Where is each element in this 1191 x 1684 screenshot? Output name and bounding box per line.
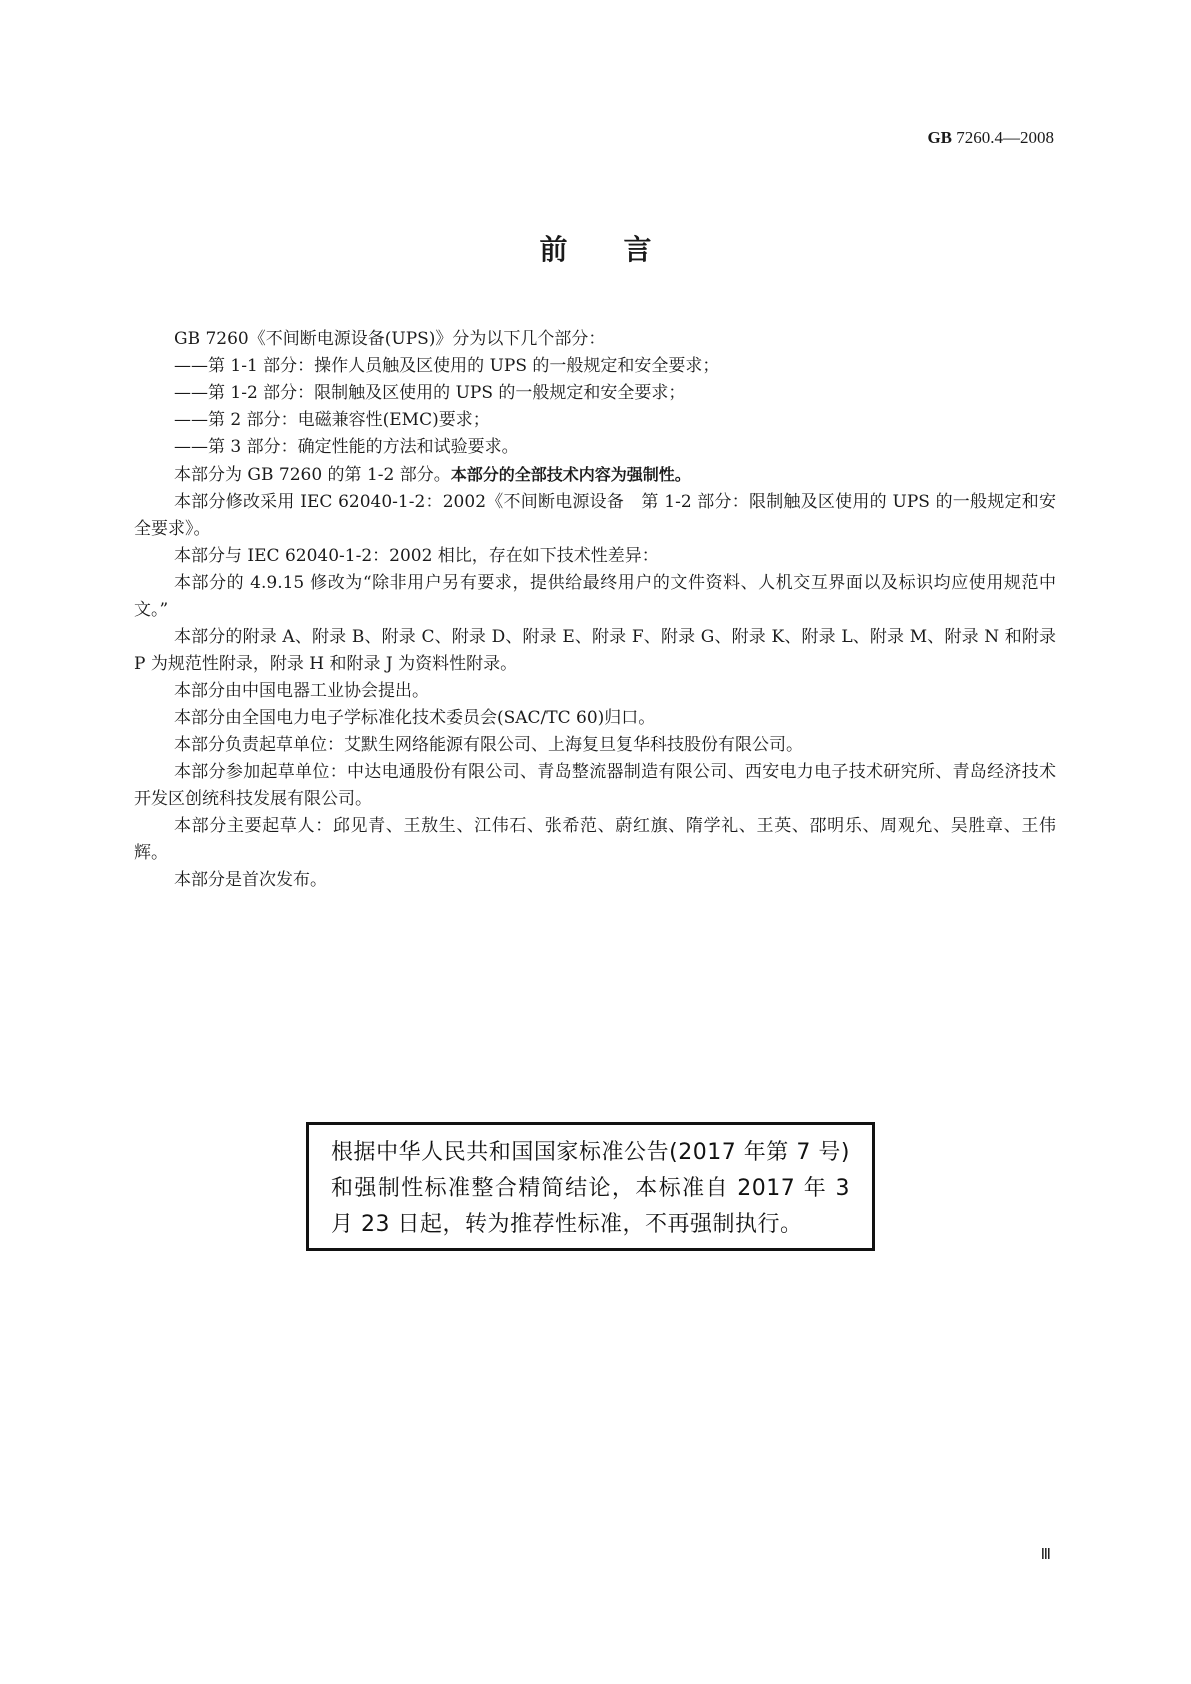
paragraph-drafters: 本部分主要起草人：邱见青、王敖生、江伟石、张希范、蔚红旗、隋学礼、王英、邵明乐、周观允、吴胜章、王伟辉。 bbox=[134, 816, 1056, 863]
paragraph-parts-intro: GB 7260《不间断电源设备(UPS)》分为以下几个部分： bbox=[174, 329, 606, 349]
part-scope-text: 本部分为 GB 7260 的第 1-2 部分。 bbox=[174, 465, 451, 485]
notice-text: 根据中华人民共和国国家标准公告(2017 年第 7 号)和强制性标准整合精简结论，本标准自 2017 年 3 月 23 日起，转为推荐性标准，不再强制执行。 bbox=[331, 1140, 850, 1237]
standard-prefix: GB bbox=[927, 128, 952, 147]
mandatory-statement: 本部分的全部技术内容为强制性。 bbox=[450, 465, 691, 484]
paragraph-first-release: 本部分是首次发布。 bbox=[174, 870, 327, 890]
paragraph-proposer: 本部分由中国电器工业协会提出。 bbox=[174, 681, 429, 701]
standard-code: 7260.4—2008 bbox=[956, 128, 1054, 147]
paragraph-committee: 本部分由全国电力电子学标准化技术委员会(SAC/TC 60)归口。 bbox=[174, 708, 656, 728]
list-item-part-1-1: ——第 1-1 部分：操作人员触及区使用的 UPS 的一般规定和安全要求； bbox=[174, 356, 720, 376]
paragraph-differences: 本部分与 IEC 62040-1-2：2002 相比，存在如下技术性差异： bbox=[174, 546, 659, 566]
paragraph-adoption: 本部分修改采用 IEC 62040-1-2：2002《不间断电源设备 第 1-2 部分：限制触及区使用的 UPS 的一般规定和安全要求》。 bbox=[134, 492, 1056, 539]
notice-box bbox=[306, 1122, 875, 1251]
foreword-body bbox=[134, 326, 1056, 894]
page-number: Ⅲ bbox=[1040, 1547, 1051, 1563]
paragraph-participating-units: 本部分参加起草单位：中达电通股份有限公司、青岛整流器制造有限公司、西安电力电子技术研究所、青岛经济技术开发区创统科技发展有限公司。 bbox=[134, 762, 1056, 809]
paragraph-annexes: 本部分的附录 A、附录 B、附录 C、附录 D、附录 E、附录 F、附录 G、附录 K、附录 L、附录 M、附录 N 和附录 P 为规范性附录，附录 H 和附录 J 为资料性附录。 bbox=[134, 627, 1056, 674]
paragraph-modification: 本部分的 4.9.15 修改为“除非用户另有要求，提供给最终用户的文件资料、人机交互界面以及标识均应使用规范中文。” bbox=[134, 573, 1056, 620]
list-item-part-2: ——第 2 部分：电磁兼容性(EMC)要求； bbox=[174, 410, 490, 430]
standard-number bbox=[927, 128, 1054, 148]
paragraph-part-scope bbox=[134, 461, 1056, 489]
paragraph-drafting-units: 本部分负责起草单位：艾默生网络能源有限公司、上海复旦复华科技股份有限公司。 bbox=[174, 735, 803, 755]
list-item-part-3: ——第 3 部分：确定性能的方法和试验要求。 bbox=[174, 437, 519, 457]
list-item-part-1-2: ——第 1-2 部分：限制触及区使用的 UPS 的一般规定和安全要求； bbox=[174, 383, 686, 403]
page-title: 前言 bbox=[539, 233, 708, 266]
